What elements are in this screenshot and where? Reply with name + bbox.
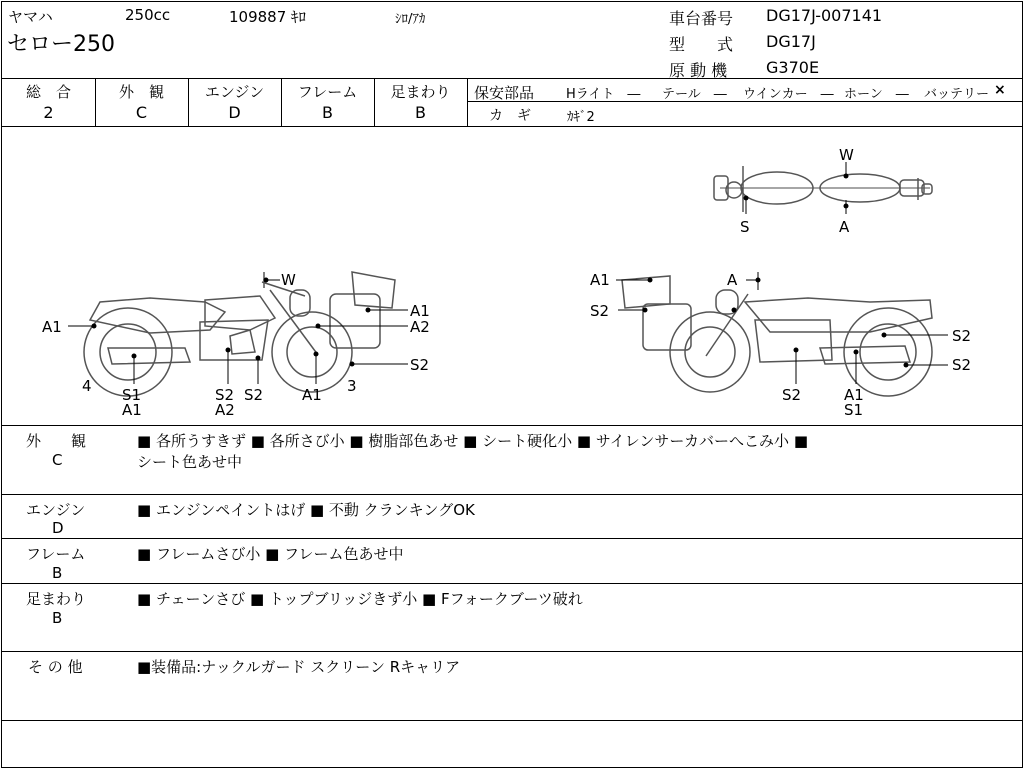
right-label-a1-screen: A1: [590, 271, 610, 289]
key-value: ｶｷﾞ2: [567, 110, 595, 125]
remark-frame-grade: B: [52, 564, 63, 582]
right-label-s2-guard: S2: [590, 302, 610, 320]
remark-exterior-category: 外 観: [26, 432, 87, 450]
remark-exterior-line-2: シート色あせ中: [137, 453, 243, 471]
remark-suspension-grade: B: [52, 609, 63, 627]
grade-exterior-value: C: [135, 103, 148, 122]
remark-exterior-grade: C: [52, 451, 63, 469]
type-label: 型 式: [669, 35, 734, 54]
left-label-a1-rear: A1: [42, 318, 62, 336]
left-label-4: 4: [82, 377, 92, 395]
left-label-a1-screen: A1: [410, 302, 430, 320]
top-label-s: S: [740, 218, 750, 236]
body-color: ｼﾛ/ｱｶ: [395, 12, 426, 27]
key-label: カ ギ: [489, 108, 531, 124]
safety-headlight: Hライト ―: [566, 87, 641, 102]
right-label-a1-muffler: A1: [844, 386, 864, 404]
maker: ヤマハ: [8, 8, 53, 26]
safety-winker: ウインカー ―: [743, 87, 834, 102]
remark-engine-category: エンジン: [26, 501, 86, 519]
right-label-s2-wheel: S2: [952, 356, 972, 374]
safety-taillight: テール ―: [662, 87, 727, 102]
right-label-a-handle: A: [727, 271, 738, 289]
right-label-s1-muffler: S1: [844, 401, 864, 419]
grade-suspension-label: 足まわり: [390, 83, 451, 101]
frame-no: DG17J-007141: [766, 6, 883, 25]
remark-engine-line-1: ■ エンジンペイントはげ ■ 不動 クランキングOK: [137, 501, 475, 519]
safety-title: 保安部品: [474, 84, 535, 102]
remark-suspension-line-1: ■ チェーンさび ■ トップブリッジきず小 ■ Fフォークブーツ破れ: [137, 590, 583, 608]
grade-frame-value: B: [322, 103, 333, 122]
left-label-s2-engine: S2: [215, 386, 235, 404]
grade-engine-value: D: [228, 103, 241, 122]
model-name: セロー250: [7, 32, 115, 57]
displacement: 250cc: [125, 6, 171, 24]
left-label-3: 3: [347, 377, 357, 395]
left-label-s1: S1: [122, 386, 142, 404]
safety-battery: バッテリー: [924, 87, 990, 102]
remark-frame-line-1: ■ フレームさび小 ■ フレーム色あせ中: [137, 545, 404, 563]
left-label-s2-guard: S2: [410, 356, 430, 374]
frame-no-label: 車台番号: [669, 9, 734, 28]
grade-suspension-value: B: [415, 103, 426, 122]
engine-label: 原 動 機: [669, 61, 728, 80]
right-label-s2-engine: S2: [782, 386, 802, 404]
left-label-s2-frame: S2: [244, 386, 264, 404]
left-label-a2-fork: A2: [410, 318, 430, 336]
remark-frame-category: フレーム: [26, 545, 86, 563]
right-label-s2-cover: S2: [952, 327, 972, 345]
battery-mark: ×: [994, 82, 1006, 98]
engine-value: G370E: [766, 58, 820, 77]
remark-exterior-line-1: ■ 各所うすきず ■ 各所さび小 ■ 樹脂部色あせ ■ シート硬化小 ■ サイレンサーカバーへこみ小 ■: [137, 432, 808, 450]
remark-suspension-category: 足まわり: [26, 590, 87, 608]
left-label-a2-engine: A2: [215, 401, 235, 419]
remark-other-category: そ の 他: [28, 658, 83, 676]
remark-engine-grade: D: [52, 519, 64, 537]
grade-exterior-label: 外 観: [118, 83, 164, 101]
left-label-a1-front: A1: [302, 386, 322, 404]
top-view-bike: [714, 166, 932, 212]
grade-engine-label: エンジン: [204, 83, 265, 101]
top-label-a: A: [839, 218, 850, 236]
grade-frame-label: フレーム: [297, 83, 358, 101]
grade-total-value: 2: [43, 103, 54, 122]
left-label-a1-muffler: A1: [122, 401, 142, 419]
type-value: DG17J: [766, 32, 816, 51]
mileage: 109887 ｷﾛ: [229, 8, 307, 26]
left-label-w: W: [281, 271, 296, 289]
grade-total-label: 総 合: [25, 83, 71, 101]
remark-other-line-1: ■装備品:ナックルガード スクリーン Rキャリア: [137, 658, 461, 676]
safety-horn: ホーン ―: [844, 87, 909, 102]
top-label-w: W: [839, 146, 854, 164]
